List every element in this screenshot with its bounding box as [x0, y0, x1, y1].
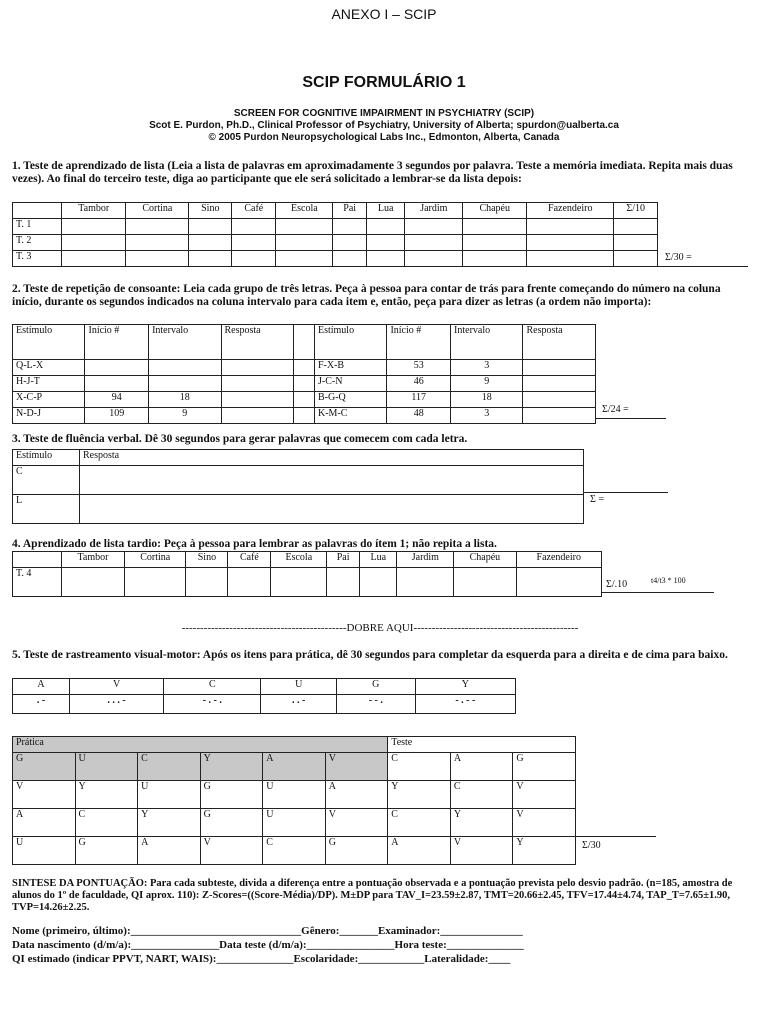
- word-header: Chapéu: [463, 203, 527, 219]
- score-cell: [527, 251, 614, 267]
- response-cell: [221, 376, 293, 392]
- header-blank: [13, 552, 62, 568]
- word-header: Fazendeiro: [516, 552, 601, 568]
- key-letter: V: [70, 679, 164, 695]
- key-code: - . - -: [415, 695, 515, 714]
- score-cell: [333, 251, 367, 267]
- score-cell: [276, 251, 333, 267]
- gap-cell: [293, 376, 314, 392]
- score-cell: [463, 219, 527, 235]
- grid-letter: Y: [200, 753, 263, 781]
- score-cell: [463, 235, 527, 251]
- fluency-header-stimulus: Estímulo: [13, 450, 80, 466]
- grid-letter: G: [75, 837, 138, 865]
- grid-letter: U: [75, 753, 138, 781]
- trial-label: T. 3: [13, 251, 62, 267]
- score-cell: [527, 235, 614, 251]
- s5-total: Σ/30: [582, 840, 601, 851]
- header-cell: Resposta: [523, 325, 596, 360]
- fold-line: ---------------------------------------------DOBRE AQUI---------------------------------------------: [181, 622, 579, 634]
- score-cell: [614, 235, 658, 251]
- s2-total: Σ/24 =: [602, 404, 629, 415]
- score-cell: [366, 235, 404, 251]
- grid-letter: C: [388, 753, 451, 781]
- grid-letter: V: [450, 837, 513, 865]
- key-letter: C: [164, 679, 261, 695]
- interval: 3: [451, 408, 523, 424]
- table-row: [13, 360, 596, 376]
- gender-field[interactable]: _______: [339, 925, 378, 937]
- score-cell: [405, 219, 463, 235]
- word-header: Café: [228, 552, 271, 568]
- start-number: 53: [387, 360, 451, 376]
- s3-instructions: 3. Teste de fluência verbal. Dê 30 segundos para gerar palavras que comecem com cada letra.: [12, 433, 468, 445]
- table-header-row: [13, 203, 658, 219]
- start-number: 117: [387, 392, 451, 408]
- key-code: . . . -: [70, 695, 164, 714]
- word-header: Jardim: [405, 203, 463, 219]
- table-header-row: [13, 552, 602, 568]
- s2-instructions: 2. Teste de repetição de consoante: Leia cada grupo de três letras. Peça à pessoa para contar de trás para frente começando do número na coluna início, durante os segundos indicados na coluna intervalo para cada item e, então, peça para dizer as letras (a ordem não importa):: [12, 283, 721, 308]
- start-number: 94: [85, 392, 149, 408]
- table-row: [13, 781, 576, 809]
- consonant-table: [12, 324, 596, 424]
- score-cell: [186, 568, 228, 597]
- start-number: 46: [387, 376, 451, 392]
- testtime-label: Hora teste:: [394, 939, 447, 951]
- score-cell: [62, 219, 126, 235]
- testdate-field[interactable]: ________________: [306, 939, 395, 951]
- score-cell: [125, 568, 186, 597]
- score-cell: [62, 235, 126, 251]
- word-header: Cortina: [126, 203, 189, 219]
- header-line3: © 2005 Purdon Neuropsychological Labs Inc., Edmonton, Alberta, Canada: [208, 132, 560, 143]
- grid-letter: U: [138, 781, 201, 809]
- stimulus: B-G-Q: [314, 392, 386, 408]
- grid-letter: A: [138, 837, 201, 865]
- grid-letter: Y: [513, 837, 576, 865]
- header-cell: Início #: [387, 325, 451, 360]
- examiner-field[interactable]: _______________: [440, 925, 523, 937]
- response-cell: [523, 392, 596, 408]
- stimulus: H-J-T: [13, 376, 85, 392]
- score-cell: [232, 219, 276, 235]
- word-header: Pai: [333, 203, 367, 219]
- score-cell: [333, 219, 367, 235]
- word-header: Jardim: [397, 552, 454, 568]
- score-cell: [527, 219, 614, 235]
- grid-letter: V: [513, 781, 576, 809]
- table-row: [13, 753, 576, 781]
- fluency-letter-c: C: [13, 466, 80, 495]
- word-header: Tambor: [62, 552, 125, 568]
- tracking-grid: [12, 736, 576, 865]
- grid-letter: G: [513, 753, 576, 781]
- stimulus: J-C-N: [314, 376, 386, 392]
- interval: 18: [451, 392, 523, 408]
- response-cell: [523, 376, 596, 392]
- key-code: - . - .: [164, 695, 261, 714]
- grid-letter: C: [388, 809, 451, 837]
- score-cell: [271, 568, 327, 597]
- header-line2: Scot E. Purdon, Ph.D., Clinical Professor of Psychiatry, University of Alberta; spurdon@ualberta.ca: [149, 120, 619, 131]
- education-label: Escolaridade:: [293, 953, 359, 965]
- trial-label: T. 2: [13, 235, 62, 251]
- examiner-label: Examinador:: [377, 925, 441, 937]
- grid-letter: C: [75, 809, 138, 837]
- stimulus: K-M-C: [314, 408, 386, 424]
- header-blank: [13, 203, 62, 219]
- grid-letter: C: [138, 753, 201, 781]
- iq-label: QI estimado (indicar PPVT, NART, WAIS):: [12, 953, 217, 965]
- birthdate-label: Data nascimento (d/m/a):: [12, 939, 132, 951]
- score-cell: [189, 219, 232, 235]
- grid-letter: Y: [388, 781, 451, 809]
- grid-letter: G: [200, 781, 263, 809]
- word-header: Sino: [186, 552, 228, 568]
- word-header: Lua: [360, 552, 397, 568]
- score-cell: [276, 219, 333, 235]
- gap-cell: [293, 325, 314, 360]
- grid-letter: V: [200, 837, 263, 865]
- grid-letter: V: [513, 809, 576, 837]
- key-code: . . -: [261, 695, 337, 714]
- word-header: Escola: [271, 552, 327, 568]
- score-cell: [232, 251, 276, 267]
- grid-letter: V: [325, 809, 388, 837]
- score-cell: [366, 219, 404, 235]
- trial-label: T. 4: [13, 568, 62, 597]
- response-cell: [221, 392, 293, 408]
- score-cell: [516, 568, 601, 597]
- grid-letter: U: [13, 837, 76, 865]
- start-number: [85, 376, 149, 392]
- response-cell: [221, 408, 293, 424]
- word-header: Chapéu: [454, 552, 516, 568]
- gap-cell: [293, 408, 314, 424]
- s3-total: Σ =: [590, 494, 604, 505]
- s1-total: Σ/30 =: [665, 252, 692, 263]
- grid-letter: G: [13, 753, 76, 781]
- table-row: [13, 376, 596, 392]
- start-number: 48: [387, 408, 451, 424]
- stimulus: X-C-P: [13, 392, 85, 408]
- form-row-2: [12, 939, 524, 952]
- word-header: Lua: [366, 203, 404, 219]
- interval: 9: [451, 376, 523, 392]
- header-cell: Início #: [85, 325, 149, 360]
- score-cell: [189, 251, 232, 267]
- table-row: [13, 695, 516, 714]
- score-cell: [360, 568, 397, 597]
- iq-field[interactable]: ______________: [216, 953, 294, 965]
- grid-letter: G: [200, 809, 263, 837]
- fluency-letter-l: L: [13, 495, 80, 524]
- score-cell: [189, 235, 232, 251]
- key-letter: U: [261, 679, 337, 695]
- trial-label: T. 1: [13, 219, 62, 235]
- s4-ratio: t4/t3 * 100: [651, 576, 686, 585]
- score-cell: [454, 568, 516, 597]
- s4-total: Σ/.10: [606, 579, 628, 590]
- sum-header: Σ/10: [614, 203, 658, 219]
- word-header: Sino: [189, 203, 232, 219]
- list-learning-table: [12, 202, 658, 267]
- header-line1: SCREEN FOR COGNITIVE IMPAIRMENT IN PSYCHIATRY (SCIP): [233, 108, 535, 119]
- grid-letter: G: [325, 837, 388, 865]
- key-letter: A: [13, 679, 70, 695]
- stimulus: F-X-B: [314, 360, 386, 376]
- interval: 9: [149, 408, 221, 424]
- laterality-label: Lateralidade:: [424, 953, 489, 965]
- annex-title: ANEXO I – SCIP: [331, 6, 437, 22]
- grid-letter: A: [263, 753, 326, 781]
- form-row-1: [12, 925, 523, 938]
- grid-letter: A: [325, 781, 388, 809]
- score-cell: [126, 235, 189, 251]
- score-cell: [228, 568, 271, 597]
- birthdate-field[interactable]: ________________: [131, 939, 220, 951]
- gender-label: Gênero:: [301, 925, 340, 937]
- practice-label: Prática: [13, 737, 388, 753]
- response-cell: [221, 360, 293, 376]
- score-cell: [405, 235, 463, 251]
- table-row: [13, 809, 576, 837]
- interval: 3: [451, 360, 523, 376]
- s5-instructions: 5. Teste de rastreamento visual-motor: Após os itens para prática, dê 30 segundos para completar da esquerda para a direita e de cima para baixo.: [12, 649, 728, 661]
- score-summary: SINTESE DA PONTUAÇÃO: Para cada subteste, divida a diferença entre a pontuação observada e a pontuação prevista pelo desvio padrão. (n=185, amostra de alunos do 1º de faculdade, QI aprox. 110): Z-Scores=((Score-Média)/DP). M±DP para TAV_I=23.59±2.87, TMT=20.66±2.45, TFV=17.44±4.74, TAP_T=7.65±1.90, TVP=14.26±2.25.: [12, 878, 733, 913]
- grid-letter: Y: [138, 809, 201, 837]
- education-field[interactable]: ____________: [358, 953, 425, 965]
- delayed-list-table: [12, 551, 602, 597]
- grid-letter: V: [13, 781, 76, 809]
- word-header: Tambor: [62, 203, 126, 219]
- grid-letter: V: [325, 753, 388, 781]
- key-letter: G: [336, 679, 415, 695]
- word-header: Fazendeiro: [527, 203, 614, 219]
- s1-instructions: 1. Teste de aprendizado de lista (Leia a lista de palavras em aproximadamente 3 segundos por palavra. Teste a memória imediata. Repita mais duas vezes). Ao final do terceiro teste, diga ao participante que ele será solicitado a lembrar-se da lista depois:: [12, 160, 733, 185]
- fluency-header-response: Resposta: [80, 450, 584, 466]
- score-cell: [397, 568, 454, 597]
- form-row-3: [12, 953, 510, 966]
- table-row: [13, 408, 596, 424]
- table-row: [13, 392, 596, 408]
- grid-letter: Y: [75, 781, 138, 809]
- table-row: [13, 251, 658, 267]
- score-cell: [614, 251, 658, 267]
- name-field[interactable]: _______________________________: [130, 925, 302, 937]
- grid-letter: A: [450, 753, 513, 781]
- score-cell: [126, 219, 189, 235]
- score-cell: [327, 568, 360, 597]
- fluency-response-c: [80, 466, 584, 495]
- word-header: Cortina: [125, 552, 186, 568]
- grid-letter: A: [388, 837, 451, 865]
- table-row: [13, 219, 658, 235]
- key-letter: Y: [415, 679, 515, 695]
- header-cell: Resposta: [221, 325, 293, 360]
- score-cell: [333, 235, 367, 251]
- symbol-key-table: [12, 678, 516, 714]
- score-cell: [62, 251, 126, 267]
- score-cell: [276, 235, 333, 251]
- name-label: Nome (primeiro, último):: [12, 925, 131, 937]
- header-cell: Intervalo: [451, 325, 523, 360]
- start-number: [85, 360, 149, 376]
- start-number: 109: [85, 408, 149, 424]
- key-code: - - .: [336, 695, 415, 714]
- grid-letter: U: [263, 781, 326, 809]
- word-header: Pai: [327, 552, 360, 568]
- grid-letter: Y: [450, 809, 513, 837]
- score-cell: [405, 251, 463, 267]
- table-header-row: [13, 679, 516, 695]
- response-cell: [523, 408, 596, 424]
- grid-letter: C: [263, 837, 326, 865]
- laterality-field[interactable]: ____: [488, 953, 511, 965]
- table-row: [13, 235, 658, 251]
- header-cell: Intervalo: [149, 325, 221, 360]
- table-header-row: [13, 325, 596, 360]
- table-header-row: [13, 737, 576, 753]
- key-code: . -: [13, 695, 70, 714]
- grid-letter: U: [263, 809, 326, 837]
- score-cell: [232, 235, 276, 251]
- form-title: SCIP FORMULÁRIO 1: [302, 74, 466, 91]
- grid-letter: C: [450, 781, 513, 809]
- fluency-table: [12, 449, 584, 524]
- stimulus: Q-L-X: [13, 360, 85, 376]
- testdate-label: Data teste (d/m/a):: [219, 939, 307, 951]
- s4-instructions: 4. Aprendizado de lista tardio: Peça à pessoa para lembrar as palavras do ítem 1; não repita a lista.: [12, 538, 497, 550]
- fluency-response-l: [80, 495, 584, 524]
- response-cell: [523, 360, 596, 376]
- header-cell: Estímulo: [314, 325, 386, 360]
- test-label: Teste: [388, 737, 576, 753]
- stimulus: N-D-J: [13, 408, 85, 424]
- score-cell: [126, 251, 189, 267]
- interval: [149, 360, 221, 376]
- score-cell: [614, 219, 658, 235]
- table-row: [13, 837, 576, 865]
- table-row: [13, 568, 602, 597]
- word-header: Café: [232, 203, 276, 219]
- score-cell: [463, 251, 527, 267]
- score-cell: [366, 251, 404, 267]
- grid-letter: A: [13, 809, 76, 837]
- gap-cell: [293, 392, 314, 408]
- header-cell: Estímulo: [13, 325, 85, 360]
- gap-cell: [293, 360, 314, 376]
- interval: [149, 376, 221, 392]
- testtime-field[interactable]: ______________: [446, 939, 524, 951]
- score-cell: [62, 568, 125, 597]
- interval: 18: [149, 392, 221, 408]
- word-header: Escola: [276, 203, 333, 219]
